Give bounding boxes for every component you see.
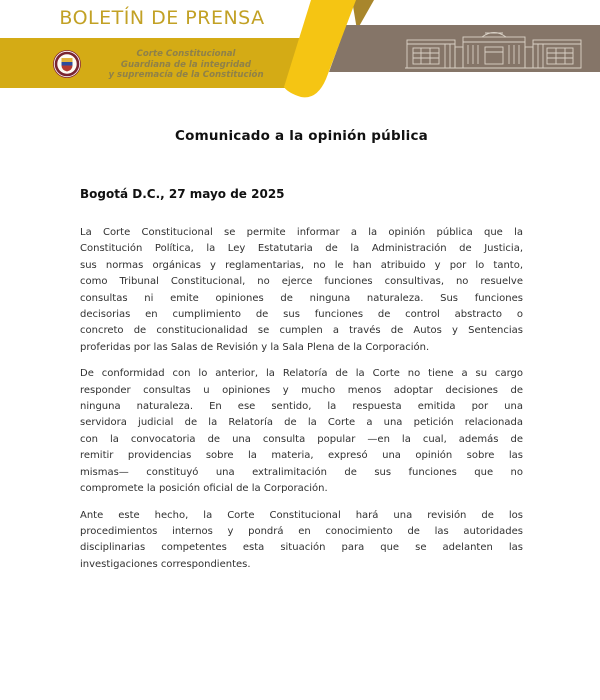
paragraph-1-line-3: sus normas orgánicas y reglamentarias, no le han atribuido y por lo tanto, [80,259,523,271]
paragraph-2-line-5: con la convocatoria de una consulta popular —en la cual, además de [80,433,523,445]
paragraph-1-line-7: concreto de constitucionalidad se cumplen a través de Autos y Sentencias [80,325,523,337]
dateline: Bogotá D.C., 27 mayo de 2025 [80,187,285,201]
paragraphs-container [80,225,523,573]
paragraph-1-line-1: La Corte Constitucional se permite informar a la opinión pública que la [80,227,523,238]
paragraph-1-line-8: proferidas por las Salas de Revisión y la Sala Plena de la Corporación. [80,341,430,353]
paragraph-2-line-6: remitir providencias sobre la materia, expresó una opinión sobre las [80,450,523,462]
paragraph-1 [80,225,523,356]
paragraph-2-line-1: De conformidad con lo anterior, la Relatoría de la Corte no tiene a su cargo [80,368,523,380]
paragraph-3-line-4: investigaciones correspondientes. [80,558,251,570]
bulletin-title: BOLETÍN DE PRENSA [59,7,265,29]
paragraph-1-line-2: Constitución Política, la Ley Estatutaria de la Administración de Justicia, [80,243,523,255]
paragraph-3 [80,508,523,574]
paragraph-3-line-2: procedimientos internos y pondrá en conocimiento de las autoridades [80,525,523,537]
paragraph-2-line-3: ninguna naturaleza. En ese sentido, la respuesta emitida por una [80,401,523,413]
letterhead [0,0,600,112]
org-identity [88,49,284,81]
paragraph-3-line-3: disciplinarias competentes esta situación para que se adelanten las [80,542,523,554]
paragraph-2-line-7: mismas— constituyó una extralimitación de sus funciones que no [80,466,523,478]
org-tagline-line2: y supremacía de la Constitución [108,70,264,81]
paragraph-2-line-4: servidora judicial de la Relatoría de la Corte a una petición relacionada [80,417,523,429]
org-name: Corte Constitucional [136,49,236,59]
paragraph-1-line-6: decisorias en cumplimiento de sus funciones de control abstracto o [80,309,523,321]
brown-band [329,25,600,72]
org-tagline-line1: Guardiana de la integridad [120,59,252,70]
communique-body [80,128,523,583]
paragraph-2-line-8: compromete la posición oficial de la Corporación. [80,483,328,495]
paragraph-2-line-2: responder consultas u opiniones y mucho menos adoptar decisiones de [80,384,523,396]
paragraph-1-line-5: consultas ni emite opiniones de ninguna naturaleza. Sus funciones [80,292,523,304]
paragraph-3-line-1: Ante este hecho, la Corte Constitucional hará una revisión de los [80,509,523,521]
paragraph-2 [80,366,523,497]
document-title: Comunicado a la opinión pública [175,128,428,144]
coat-of-arms-seal-icon [54,51,81,78]
paragraph-1-line-4: como Tribunal Constitucional, no ejerce funciones consultivas, no resuelve [80,276,523,288]
